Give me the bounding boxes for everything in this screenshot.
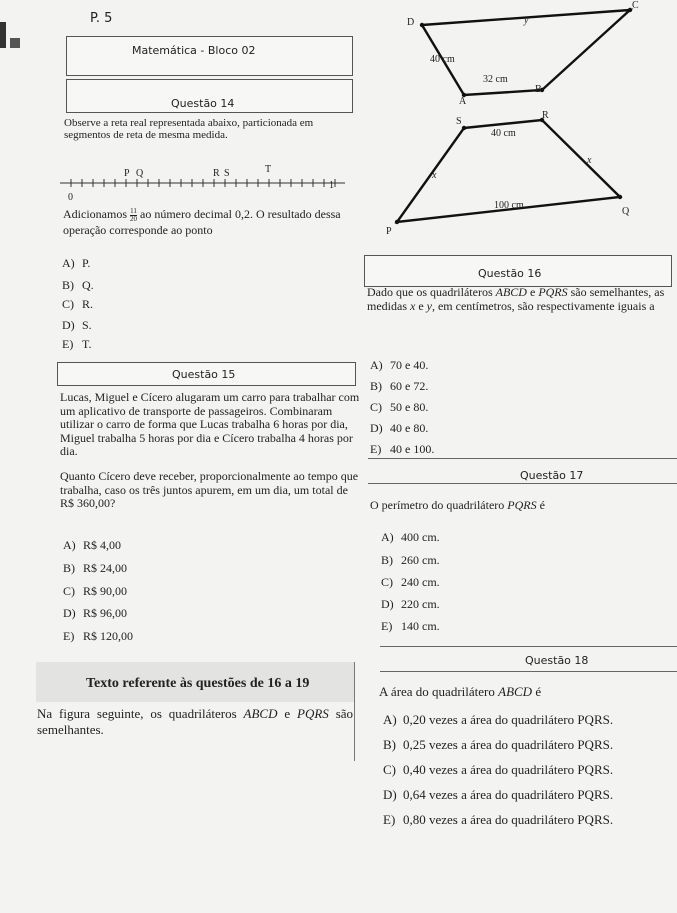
q18-option-d[interactable]: D) 0,64 vezes a área do quadrilátero PQRS. bbox=[383, 787, 614, 802]
q15-option-a[interactable]: A) R$ 4,00 bbox=[63, 538, 122, 552]
vertex-p: P bbox=[386, 226, 392, 237]
q18-text: A área do quadrilátero ABCD é bbox=[379, 684, 542, 699]
q17-option-e[interactable]: E) 140 cm. bbox=[381, 619, 440, 633]
measure-100: 100 cm bbox=[494, 200, 524, 211]
measure-40-top: 40 cm bbox=[430, 54, 455, 65]
label-s: S bbox=[224, 168, 230, 179]
q14-option-e[interactable]: E) T. bbox=[62, 337, 92, 351]
q14-option-d[interactable]: D) S. bbox=[62, 318, 92, 332]
q15-option-e[interactable]: E) R$ 120,00 bbox=[63, 629, 134, 643]
q14-stmt-a: Adicionamos bbox=[63, 207, 127, 221]
vertex-b: B bbox=[535, 84, 542, 95]
reference-text: Na figura seguinte, os quadriláteros ABCD e PQRS são semelhantes. bbox=[37, 706, 354, 737]
q18-option-a[interactable]: A) 0,20 vezes a área do quadrilátero PQRS. bbox=[383, 712, 614, 727]
q15-text2: Quanto Cícero deve receber, proporcionalmente ao tempo que trabalha, caso os três juntos apurem, em um dia, um total de R$ 360,00? bbox=[60, 469, 359, 510]
vertex-r: R bbox=[542, 110, 549, 121]
fraction bbox=[130, 208, 137, 223]
label-t: T bbox=[265, 164, 272, 175]
q14-statement bbox=[63, 207, 355, 237]
measure-x-left: x bbox=[432, 170, 437, 181]
q15-option-c[interactable]: C) R$ 90,00 bbox=[63, 584, 128, 598]
q16-option-c[interactable]: C) 50 e 80. bbox=[370, 400, 429, 414]
q18-header: Questão 18 bbox=[525, 654, 589, 667]
measure-x-right: x bbox=[587, 155, 592, 166]
reference-title: Texto referente às questões de 16 a 19 bbox=[86, 676, 310, 691]
q16-option-d[interactable]: D) 40 e 80. bbox=[370, 421, 429, 435]
fraction-numerator: 11 bbox=[130, 206, 137, 215]
q16-header: Questão 16 bbox=[478, 267, 542, 280]
vertex-s: S bbox=[456, 116, 462, 127]
q14-option-c[interactable]: C) R. bbox=[62, 297, 94, 311]
page-label: P. 5 bbox=[90, 11, 113, 26]
q18-option-b[interactable]: B) 0,25 vezes a área do quadrilátero PQRS. bbox=[383, 737, 614, 752]
label-r: R bbox=[213, 168, 220, 179]
q14-number-line bbox=[60, 158, 350, 204]
vertex-q: Q bbox=[622, 206, 630, 217]
measure-40-bottom: 40 cm bbox=[491, 128, 516, 139]
bloco-title: Matemática - Bloco 02 bbox=[132, 44, 256, 57]
q17-option-d[interactable]: D) 220 cm. bbox=[381, 597, 440, 611]
margin-mark bbox=[10, 38, 20, 48]
q14-header: Questão 14 bbox=[171, 97, 235, 110]
q18-option-e[interactable]: E) 0,80 vezes a área do quadrilátero PQRS. bbox=[383, 812, 614, 827]
measure-y: y bbox=[524, 15, 529, 26]
q16-option-a[interactable]: A) 70 e 40. bbox=[370, 358, 429, 372]
measure-32: 32 cm bbox=[483, 74, 508, 85]
label-q: Q bbox=[136, 168, 144, 179]
vertex-d: D bbox=[407, 17, 415, 28]
q17-option-c[interactable]: C) 240 cm. bbox=[381, 575, 440, 589]
vertex-a: A bbox=[459, 96, 467, 107]
q16-option-b[interactable]: B) 60 e 72. bbox=[370, 379, 429, 393]
q15-text: Lucas, Miguel e Cícero alugaram um carro para trabalhar com um aplicativo de transporte de passageiros. Combinaram utilizar o carro de forma que Lucas trabalha 6 horas por dia, Miguel trabalha 5 horas por dia e Cícero trabalha 4 horas por dia. bbox=[60, 390, 360, 458]
q14-intro: Observe a reta real representada abaixo, particionada em segmentos de reta de mesma medida. bbox=[64, 117, 314, 141]
q14-option-a[interactable]: A) P. bbox=[62, 256, 91, 270]
q17-text: O perímetro do quadrilátero PQRS é bbox=[370, 498, 545, 512]
quadrilaterals-figure bbox=[382, 0, 677, 240]
margin-mark bbox=[0, 22, 6, 48]
label-one: 1 bbox=[329, 180, 334, 191]
label-zero: 0 bbox=[68, 192, 73, 203]
q17-option-b[interactable]: B) 260 cm. bbox=[381, 553, 440, 567]
q16-option-e[interactable]: E) 40 e 100. bbox=[370, 442, 435, 456]
label-p: P bbox=[124, 168, 130, 179]
q17-option-a[interactable]: A) 400 cm. bbox=[381, 530, 440, 544]
q17-header: Questão 17 bbox=[520, 469, 584, 482]
q14-option-b[interactable]: B) Q. bbox=[62, 278, 94, 292]
vertex-c: C bbox=[632, 0, 639, 11]
fraction-denominator: 20 bbox=[130, 214, 137, 223]
q15-header: Questão 15 bbox=[172, 368, 236, 381]
q18-option-c[interactable]: C) 0,40 vezes a área do quadrilátero PQRS. bbox=[383, 762, 614, 777]
q15-option-d[interactable]: D) R$ 96,00 bbox=[63, 606, 128, 620]
q14-stmt-b: ao número decimal 0,2. O resultado dessa operação corresponde ao ponto bbox=[63, 207, 341, 237]
q15-option-b[interactable]: B) R$ 24,00 bbox=[63, 561, 128, 575]
q16-text: Dado que os quadriláteros ABCD e PQRS são semelhantes, as medidas x e y, em centímetros, são respectivamente iguais a bbox=[367, 285, 665, 313]
